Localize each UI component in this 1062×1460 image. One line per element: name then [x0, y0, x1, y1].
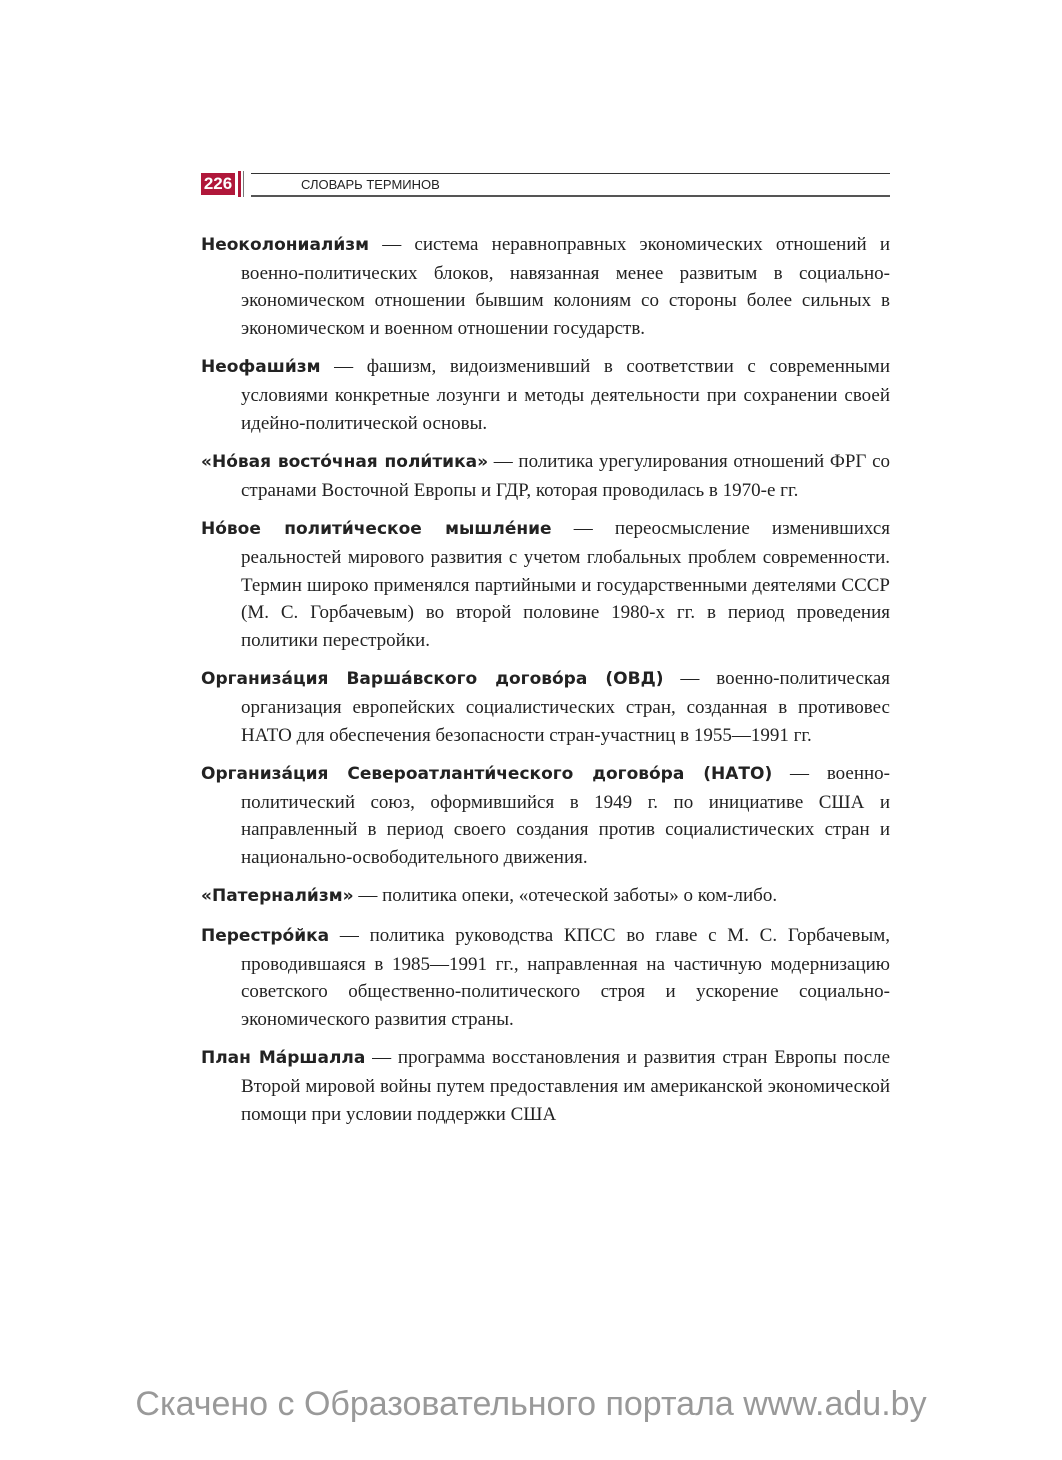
glossary-entry: [201, 760, 890, 871]
definition: — политика опеки, «отеческой заботы» о ком-либо.: [353, 885, 778, 907]
page-number: 226: [201, 173, 235, 195]
header-divider: [243, 171, 244, 197]
definition: — военно-политическая организация европейских социалистических стран, созданная в противовес НАТО для обеспечения безопасности стран-участниц в 1955—1991 гг.: [241, 668, 890, 746]
definition: — военно-политический союз, оформившийся в 1949 г. по инициативе США и направленный в период своего создания против социалистических стран и национально-освободительного движения.: [241, 763, 891, 868]
glossary-entry: [201, 882, 890, 911]
term: «Но́вая восто́чная поли́тика»: [201, 452, 489, 473]
header-divider: [238, 171, 241, 197]
definition: — система неравноправных экономических отношений и военно-политических блоков, навязанная менее развитым в социально-экономическом отношении бывшим колониям со стороны более сильных в экономическом и военном отношении государств.: [241, 234, 890, 339]
term: Неофаши́зм: [201, 357, 321, 378]
term: Организа́ция Североатланти́ческого догово́ра (НАТО): [201, 764, 773, 785]
glossary-entry: [201, 922, 890, 1033]
glossary-entry: [201, 231, 890, 342]
term: Неоколониали́зм: [201, 235, 370, 255]
glossary-list: [201, 231, 890, 1139]
header-rule: [251, 195, 890, 197]
glossary-entry: [201, 665, 890, 749]
term: Перестро́йка: [201, 926, 330, 947]
section-title: СЛОВАРЬ ТЕРМИНОВ: [301, 177, 440, 192]
running-header: [201, 171, 890, 197]
definition: — программа восстановления и развития стран Европы после Второй мировой войны путем предоставления им американской экономической помощи при условии поддержки США: [241, 1047, 890, 1125]
definition: — политика урегулирования отношений ФРГ со странами Восточной Европы и ГДР, которая проводилась в 1970-е гг.: [241, 451, 891, 501]
watermark-link: Скачено с Образовательного портала www.adu.by: [135, 1385, 927, 1423]
definition: — политика руководства КПСС во главе с М. С. Горбачевым, проводившаяся в 1985—1991 гг., направленная на частичную модернизацию советского общественно-политического строя и ускорение социально-экономического развития страны.: [241, 925, 890, 1030]
glossary-entry: [201, 515, 890, 654]
glossary-entry: [201, 448, 890, 504]
glossary-entry: [201, 353, 890, 437]
definition: — фашизм, видоизменивший в соответствии с современными условиями конкретные лозунги и методы деятельности при сохранении своей идейно-политической основы.: [241, 356, 890, 434]
term: «Патернали́зм»: [201, 886, 354, 907]
term: План Ма́ршалла: [201, 1048, 366, 1069]
definition: — переосмысление изменившихся реальностей мирового развития с учетом глобальных проблем современности. Термин широко применялся партийными и государственными деятелями СССР (М. С. Горбачевым) во второй половине 1980-х гг. в период проведения политики перестройки.: [241, 518, 890, 651]
glossary-entry: [201, 1044, 890, 1128]
term: Но́вое полити́ческое мышле́ние: [201, 519, 552, 540]
header-rule: [251, 173, 890, 174]
term: Организа́ция Варша́вского догово́ра (ОВД): [201, 669, 664, 690]
